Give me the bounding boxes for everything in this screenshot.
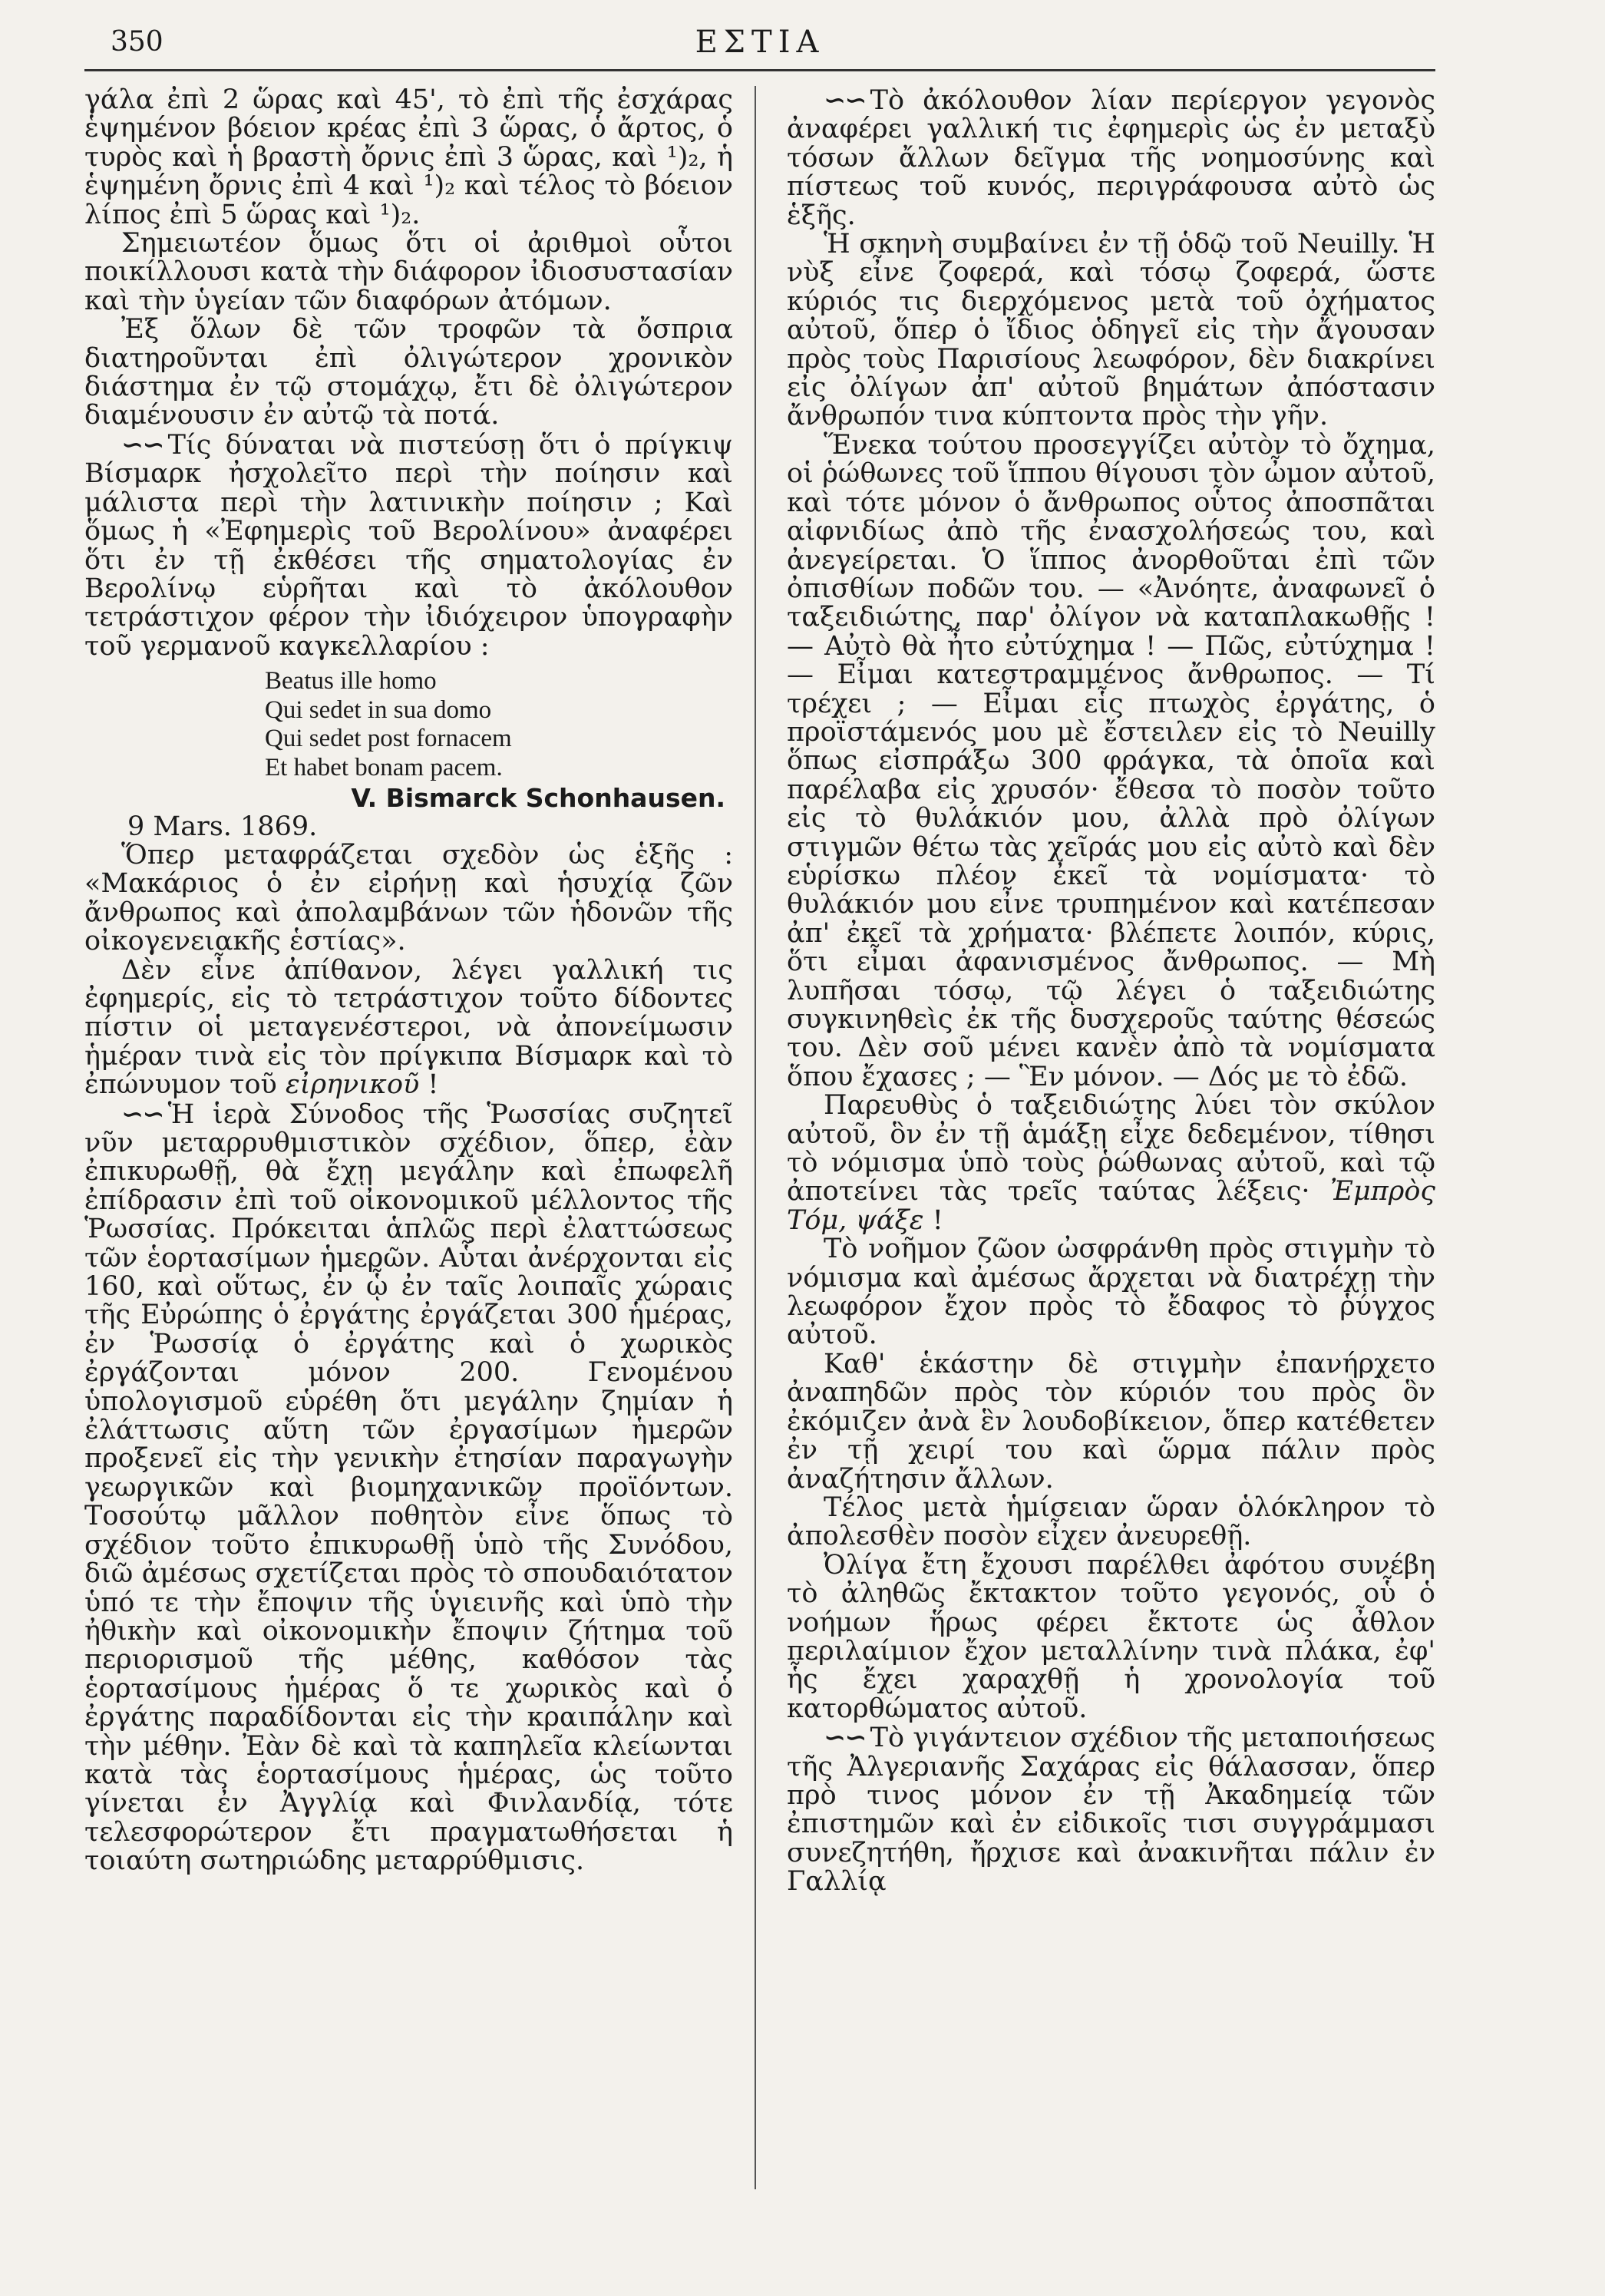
section-mark: ∽∽ xyxy=(824,1722,866,1754)
section-mark: ∽∽ xyxy=(824,84,866,116)
paragraph: ∽∽ Ἡ ἱερὰ Σύνοδος τῆς Ῥωσσίας συζητεῖ νῦν μεταρρυθμιστικὸν σχέδιον, ὅπερ, ἐὰν ἐπικυρωθῇ, θὰ ἔχῃ μεγάλην καὶ ἐπωφελῆ ἐπίδρασιν ἐπὶ τοῦ οἰκονομικοῦ μέλλοντος τῆς Ῥωσσίας. Πρόκειται ἁπλῶς περὶ ἐλαττώσεως τῶν ἑορτασίμων ἡμερῶν. Αὗται ἀνέρχονται εἰς 160, καὶ οὕτως, ἐν ᾧ ἐν ταῖς λοιπαῖς χώραις τῆς Εὐρώπης ὁ ἐργάτης ἐργάζεται 300 ἡμέρας, ἐν Ῥωσσίᾳ ὁ ἐργάτης καὶ ὁ χωρικὸς ἐργάζονται μόνον 200. Γενομένου ὑπολογισμοῦ εὑρέθη ὅτι μεγάλην ζημίαν ἡ ἐλάττωσις αὕτη τῶν ἐργασίμων ἡμερῶν προξενεῖ εἰς τὴν γενικὴν ἐτησίαν παραγωγὴν γεωργικῶν καὶ βιομηχανικῶν προϊόντων. Τοσούτῳ μᾶλλον ποθητὸν εἶνε ὅπως τὸ σχέδιον τοῦτο ἐπικυρωθῇ ὑπὸ τῆς Συνόδου, διῶ ἀμέσως σχετίζεται πρὸς τὸ σπουδαιότατον ὑπό τε τὴν ἔποψιν τῆς ὑγιεινῆς καὶ ὑπὸ τὴν ἠθικὴν καὶ οἰκονομικὴν ἔποψιν ζήτημα τοῦ περιορισμοῦ τῆς μέθης, καθόσον τὰς ἑορτασίμους ἡμέρας ὅ τε χωρικὸς καὶ ὁ ἐργάτης παραδίδονται εἰς τὴν κραιπάλην καὶ τὴν μέθην. Ἐὰν δὲ καὶ τὰ καπηλεῖα κλείωνται κατὰ τὰς ἑορτασίμους ἡμέρας, ὡς τοῦτο γίνεται ἐν Ἀγγλίᾳ καὶ Φινλανδίᾳ, τότε τελεσφορώτερον ἔτι πραγματωθήσεται ἡ τοιαύτη σωτηριώδης μεταρρύθμισις. xyxy=(84,1098,733,1877)
paragraph: Τὸ νοῆμον ζῶον ὠσφράνθη πρὸς στιγμὴν τὸ νόμισμα καὶ ἀμέσως ἄρχεται νὰ διατρέχῃ τὴν λεωφόρον ἔχον πρὸς τὸ ἔδαφος τὸ ῥύγχος αὐτοῦ. xyxy=(787,1234,1435,1351)
paragraph: ∽∽ Τὸ γιγάντειον σχέδιον τῆς μεταποιήσεως τῆς Ἀλγεριανῆς Σαχάρας εἰς θάλασσαν, ὅπερ πρὸ τινος μόνον ἐν τῇ Ἀκαδημείᾳ τῶν ἐπιστημῶν καὶ ἐν εἰδικοῖς τισι συγγράμμασι συνεζητήθη, ἤρχισε καὶ ἀνακινῆται πάλιν ἐν Γαλλίᾳ xyxy=(787,1722,1435,1898)
paragraph: Ἕνεκα τούτου προσεγγίζει αὐτὸν τὸ ὄχημα, οἱ ῥώθωνες τοῦ ἵππου θίγουσι τὸν ὦμον αὐτοῦ, καὶ τότε μόνον ὁ ἄνθρωπος οὗτος ἀποσπᾶται αἰφνιδίως ἀπὸ τῆς ἐνασχολήσεώς του, καὶ ἀνεγείρεται. Ὁ ἵππος ἀνορθοῦται ἐπὶ τῶν ὀπισθίων ποδῶν του. — «Ἀνόητε, ἀναφωνεῖ ὁ ταξειδιώτης, παρ' ὀλίγον νὰ καταπλακωθῇς ! — Αὐτὸ θὰ ἦτο εὐτύχημα ! — Πῶς, εὐτύχημα ! — Εἶμαι κατεστραμμένος ἄνθρωπος. — Τί τρέχει ; — Εἶμαι εἷς πτωχὸς ἐργάτης, ὁ προϊστάμενός μου μὲ ἔστειλεν εἰς τὸ Neuilly ὅπως εἰσπράξω 300 φράγκα, τὰ ὁποῖα καὶ παρέλαβα εἰς χρυσόν· ἔθεσα τὸ ποσὸν τοῦτο εἰς τὸ θυλάκιόν μου, ἀλλὰ πρὸ ὀλίγων στιγμῶν θέτω τὰς χεῖράς μου εἰς αὐτὸ καὶ δὲν εὑρίσκω πλέον ἐκεῖ τὰ νομίσματα· τὸ θυλάκιόν μου εἶνε τρυπημένον καὶ κατέπεσαν ἀπ' ἐκεῖ τὰ χρήματα· βλέπετε λοιπόν, κύρις, ὅτι εἶμαι ἀφανισμένος ἄνθρωπος. — Μὴ λυπῆσαι τόσῳ, τῷ λέγει ὁ ταξειδιώτης συγκινηθεὶς ἐκ τῆς δυσχεροῦς ταύτης θέσεώς του. Δὲν σοῦ μένει κανὲν ἀπὸ τὰ νομίσματα ὅπου ἔχασες ; — Ἓν μόνον. — Δός με τὸ ἐδῶ. xyxy=(787,429,1435,1092)
paragraph: Ἡ σκηνὴ συμβαίνει ἐν τῇ ὁδῷ τοῦ Neuilly. Ἡ νὺξ εἶνε ζοφερά, καὶ τόσῳ ζοφερά, ὥστε κύριός τις διερχόμενος μετὰ τοῦ ὀχήματος αὐτοῦ, ὅπερ ὁ ἴδιος ὁδηγεῖ εἰς τὴν ἄγουσαν πρὸς τοὺς Παρισίους λεωφόρον, δὲν διακρίνει εἰς ὀλίγων ἀπ' αὐτοῦ βημάτων ἀπόστασιν ἄνθρωπόν τινα κύπτοντα πρὸς τὴν γῆν. xyxy=(787,229,1435,432)
paragraph: γάλα ἐπὶ 2 ὥρας καὶ 45', τὸ ἐπὶ τῆς ἐσχάρας ἑψημένον βόειον κρέας ἐπὶ 3 ὥρας, ὁ ἄρτος, ὁ τυρὸς καὶ ἡ βραστὴ ὄρνις ἐπὶ 3 ὥρας, καὶ ¹)₂, ἡ ἑψημένη ὄρνις ἐπὶ 4 καὶ ¹)₂ καὶ τέλος τὸ βόειον λίπος ἐπὶ 5 ὥρας καὶ ¹)₂. xyxy=(84,84,733,230)
right-column xyxy=(787,86,1435,1897)
column-divider xyxy=(755,86,756,2189)
latin-quatrain xyxy=(265,667,733,782)
running-title: ΕΣΤΙΑ xyxy=(695,25,825,60)
poem-line: Qui sedet in sua domo xyxy=(265,695,492,724)
paragraph: Παρευθὺς ὁ ταξειδιώτης λύει τὸν σκύλον αὐτοῦ, ὃν ἐν τῇ ἁμάξῃ εἶχε δεδεμένον, τίθησι τὸ νόμισμα ὑπὸ τοὺς ῥώθωνας αὐτοῦ, καὶ τῷ ἀποτείνει τὰς τρεῖς ταύτας λέξεις· Ἐμπρὸς Τόμ, ψάξε ! xyxy=(787,1090,1435,1236)
left-column xyxy=(84,86,733,1876)
page-header xyxy=(84,14,1435,71)
date-line: 9 Mars. 1869. xyxy=(127,811,318,842)
poem-line: Et habet bonam pacem. xyxy=(265,753,503,781)
paragraph: Ὀλίγα ἔτη ἔχουσι παρέλθει ἀφότου συνέβη τὸ ἀληθῶς ἔκτακτον τοῦτο γεγονός, οὗ ὁ νοήμων ἥρως φέρει ἔκτοτε ὡς ἆθλον περιλαίμιον ἔχον μεταλλίνην τινὰ πλάκα, ἐφ' ἧς ἔχει χαραχθῇ ἡ χρονολογία τοῦ κατορθώματος αὐτοῦ. xyxy=(787,1549,1435,1724)
section-mark: ∽∽ xyxy=(121,1098,163,1130)
paragraph: Σημειωτέον ὅμως ὅτι οἱ ἀριθμοὶ οὗτοι ποικίλλουσι κατὰ τὴν διάφορον ἰδιοσυστασίαν καὶ τὴν ὑγείαν τῶν διαφόρων ἀτόμων. xyxy=(84,228,733,316)
poem-line: Beatus ille homo xyxy=(265,667,437,695)
paragraph: Ὅπερ μεταφράζεται σχεδὸν ὡς ἑξῆς : «Μακάριος ὁ ἐν εἰρήνῃ καὶ ἡσυχίᾳ ζῶν ἄνθρωπος καὶ ἀπολαμβάνων τῶν ἡδονῶν τῆς οἰκογενειακῆς ἑστίας». xyxy=(84,839,733,957)
section-mark: ∽∽ xyxy=(121,428,163,461)
paragraph: ∽∽ Τίς δύναται νὰ πιστεύσῃ ὅτι ὁ πρίγκιψ Βίσμαρκ ἠσχολεῖτο περὶ τὴν ποίησιν καὶ μάλιστα περὶ τὴν λατινικὴν ποίησιν ; Καὶ ὅμως ἡ «Ἐφημερὶς τοῦ Βερολίνου» ἀναφέρει ὅτι ἐν τῇ ἐκθέσει τῆς σηματολογίας ἐν Βερολίνῳ εὑρῆται καὶ τὸ ἀκόλουθον τετράστιχον φέρον τὴν ἰδιόχειρον ὑπογραφὴν τοῦ γερμανοῦ καγκελλαρίου : xyxy=(84,428,733,662)
page-number: 350 xyxy=(111,26,163,58)
paragraph: Δὲν εἶνε ἀπίθανον, λέγει γαλλική τις ἐφημερίς, εἰς τὸ τετράστιχον τοῦτο δίδοντες πίστιν οἱ μεταγενέστεροι, νὰ ἀπονείμωσιν ἡμέραν τινὰ εἰς τὸν πρίγκιπα Βίσμαρκ καὶ τὸ ἐπώνυμον τοῦ εἰρηνικοῦ ! xyxy=(84,954,733,1101)
paragraph: Ἐξ ὅλων δὲ τῶν τροφῶν τὰ ὄσπρια διατηροῦνται ἐπὶ ὀλιγώτερον χρονικὸν διάστημα ἐν τῷ στομάχῳ, ἔτι δὲ ὀλιγώτερον διαμένουσιν ἐν αὐτῷ τὰ ποτά. xyxy=(84,314,733,431)
paragraph: Καθ' ἑκάστην δὲ στιγμὴν ἐπανήρχετο ἀναπηδῶν πρὸς τὸν κύριόν του πρὸς ὃν ἐκόμιζεν ἀνὰ ἓν λουδοβίκειον, ὅπερ κατέθετεν ἐν τῇ χειρί του καὶ ὥρμα πάλιν πρὸς ἀναζήτησιν ἄλλων. xyxy=(787,1348,1435,1495)
signature: V. Bismarck Schonhausen. xyxy=(351,783,725,814)
paragraph: Τέλος μετὰ ἡμίσειαν ὥραν ὁλόκληρον τὸ ἀπολεσθὲν ποσὸν εἶχεν ἀνευρεθῇ. xyxy=(787,1492,1435,1552)
poem-line: Qui sedet post fornacem xyxy=(265,725,512,753)
paragraph: ∽∽ Τὸ ἀκόλουθον λίαν περίεργον γεγονὸς ἀναφέρει γαλλική τις ἐφημερὶς ὡς ἐν μεταξὺ τόσων ἄλλων δεῖγμα τῆς νοημοσύνης καὶ πίστεως τοῦ κυνός, περιγράφουσα αὐτὸ ὡς ἑξῆς. xyxy=(787,84,1435,231)
